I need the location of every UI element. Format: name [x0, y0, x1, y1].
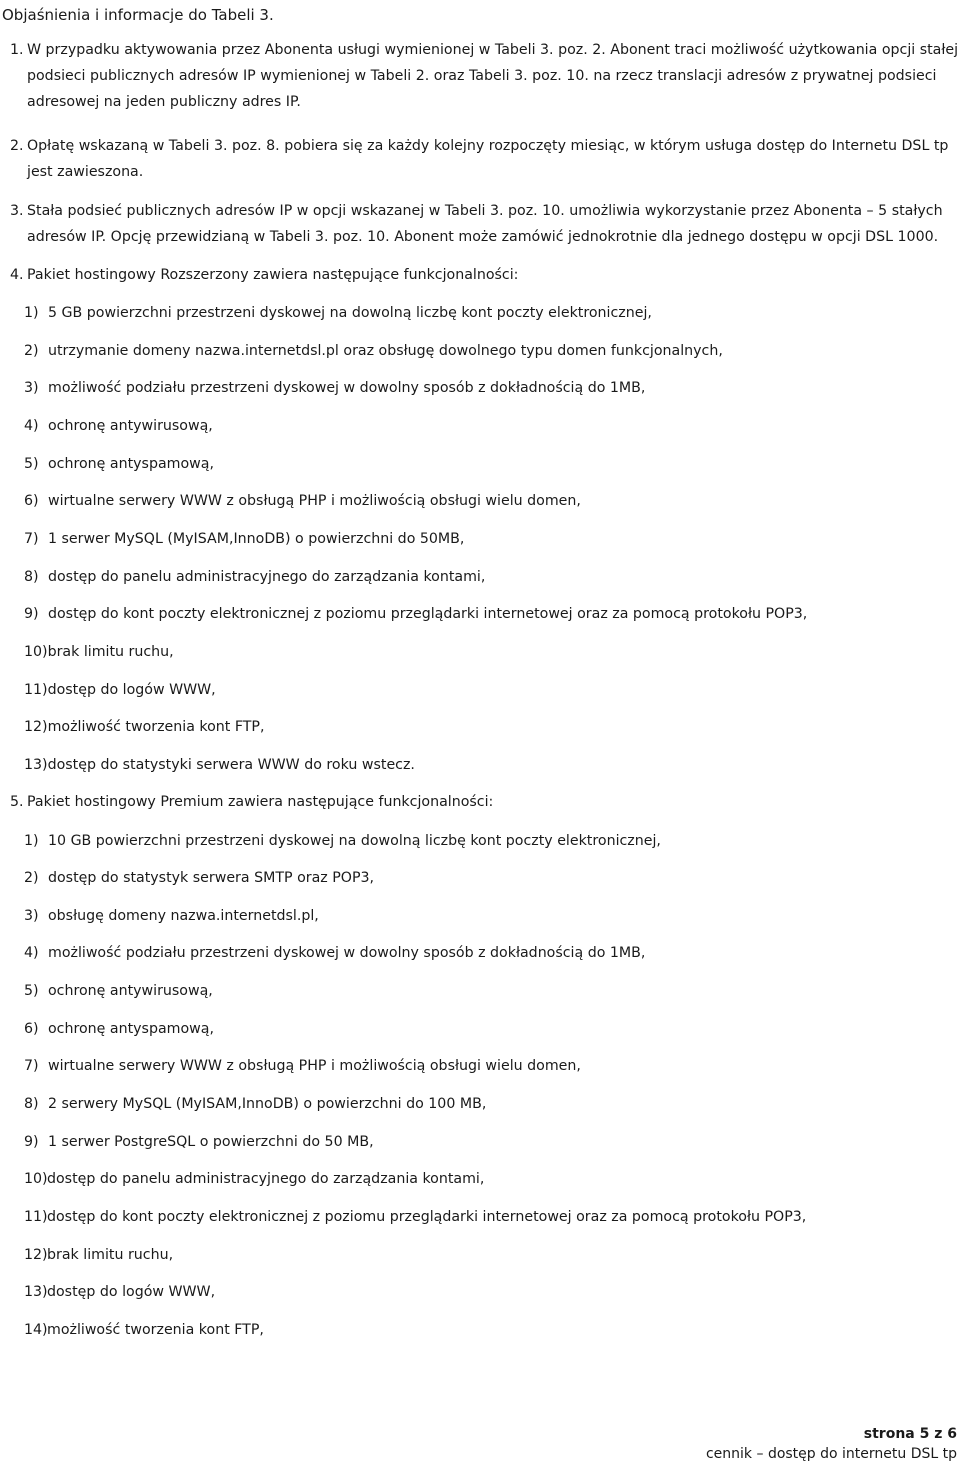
list-item-number: 2) — [24, 343, 39, 359]
list-item-text: 2 serwery MySQL (MyISAM,InnoDB) o powierzchni do 100 MB, — [48, 1096, 487, 1112]
list-item-number: 6) — [24, 493, 39, 509]
list-item-number: 11) — [24, 1209, 48, 1225]
list-item-number: 13) — [24, 1284, 48, 1300]
list-item-text: możliwość podziału przestrzeni dyskowej w dowolny sposób z dokładnością do 1MB, — [48, 380, 646, 396]
footer-doc-title — [706, 1444, 957, 1464]
note-2 — [0, 133, 960, 185]
list-item-text: dostęp do panelu administracyjnego do zarządzania kontami, — [47, 1171, 485, 1187]
list-item-text: wirtualne serwery WWW z obsługą PHP i możliwością obsługi wielu domen, — [48, 493, 581, 509]
list-item-number: 14) — [24, 1322, 48, 1338]
list-item-number: 5) — [24, 983, 39, 999]
list-item-text: 13)dostęp do statystyki serwera WWW do roku wstecz. — [24, 757, 415, 773]
list-item-text: dostęp do kont poczty elektronicznej z poziomu przeglądarki internetowej oraz za pomocą protokołu POP3, — [48, 606, 808, 622]
list-item-text: 1 serwer MySQL (MyISAM,InnoDB) o powierzchni do 50MB, — [48, 531, 465, 547]
note-text: Stała podsieć publicznych adresów IP w opcji wskazanej w Tabeli 3. poz. 10. umożliwia wykorzystanie przez Abonenta – 5 stałych adresów IP. Opcję przewidzianą w Tabeli 3. poz. 10. Abonent może zamówić jednokrotnie dla jednego dostępu w opcji DSL 1000. — [27, 203, 943, 245]
list-item-number: 3) — [24, 380, 39, 396]
list-item-text: dostęp do statystyk serwera SMTP oraz POP3, — [48, 870, 375, 886]
list-item-text: ochronę antywirusową, — [48, 418, 213, 434]
list-item-number: 4) — [24, 945, 39, 961]
note-text: Pakiet hostingowy Premium zawiera następujące funkcjonalności: — [27, 794, 494, 810]
page-number: strona 5 z 6 — [863, 1426, 957, 1442]
list-item-text: dostęp do kont poczty elektronicznej z poziomu przeglądarki internetowej oraz za pomocą protokołu POP3, — [47, 1209, 807, 1225]
list-item-number: 1) — [24, 305, 39, 321]
list-item-number: 8) — [24, 1096, 39, 1112]
list-item-number: 6) — [24, 1021, 39, 1037]
list-item-number: 2) — [24, 870, 39, 886]
list-item-text: utrzymanie domeny nazwa.internetdsl.pl oraz obsługę dowolnego typu domen funkcjonalnych, — [48, 343, 723, 359]
list-item-number: 5) — [24, 456, 39, 472]
list-item-number: 8) — [24, 569, 39, 585]
list-item-text: możliwość podziału przestrzeni dyskowej w dowolny sposób z dokładnością do 1MB, — [48, 945, 646, 961]
note-3 — [0, 198, 960, 250]
list-item-number: 9) — [24, 606, 39, 622]
list-item-text: ochronę antyspamową, — [48, 1021, 214, 1037]
list-item-text: ochronę antywirusową, — [48, 983, 213, 999]
note-text: W przypadku aktywowania przez Abonenta usługi wymienionej w Tabeli 3. poz. 2. Abonent traci możliwość użytkowania opcji stałej podsieci publicznych adresów IP wymienionej w Tabeli 2. oraz Tabeli 3. poz. 10. na rzecz translacji adresów z prywatnej podsieci adresowej na jeden publiczny adres IP. — [27, 42, 959, 110]
list-item-text: 5 GB powierzchni przestrzeni dyskowej na dowolną liczbę kont poczty elektronicznej, — [48, 305, 652, 321]
list-item-number: 1) — [24, 833, 39, 849]
note-5-heading — [0, 789, 960, 815]
note-number: 5. — [10, 794, 24, 810]
list-item-number: 9) — [24, 1134, 39, 1150]
note-number: 4. — [10, 267, 24, 283]
list-item-text: 1 serwer PostgreSQL o powierzchni do 50 MB, — [48, 1134, 374, 1150]
list-item-text: możliwość tworzenia kont FTP, — [47, 1322, 264, 1338]
list-item-text: 12)możliwość tworzenia kont FTP, — [24, 719, 265, 735]
list-item-number: 7) — [24, 1058, 39, 1074]
note-text: Opłatę wskazaną w Tabeli 3. poz. 8. pobiera się za każdy kolejny rozpoczęty miesiąc, w którym usługa dostęp do Internetu DSL tp jest zawieszona. — [27, 138, 949, 180]
list-item-text: 10 GB powierzchni przestrzeni dyskowej na dowolną liczbę kont poczty elektronicznej, — [48, 833, 661, 849]
note-number: 1. — [10, 42, 24, 58]
note-4-heading — [0, 262, 960, 288]
list-item-text: brak limitu ruchu, — [47, 1247, 174, 1263]
footer-page-number — [864, 1424, 957, 1444]
note-text: Pakiet hostingowy Rozszerzony zawiera następujące funkcjonalności: — [27, 267, 519, 283]
list-item-text: dostęp do logów WWW, — [47, 1284, 216, 1300]
list-item-text: 11)dostęp do logów WWW, — [24, 682, 216, 698]
document-name: cennik – dostęp do internetu DSL tp — [705, 1446, 957, 1462]
list-item-text: 10)brak limitu ruchu, — [24, 644, 174, 660]
list-item-number: 7) — [24, 531, 39, 547]
list-item-number: 4) — [24, 418, 39, 434]
note-1 — [0, 37, 960, 115]
list-item-text: dostęp do panelu administracyjnego do zarządzania kontami, — [48, 569, 486, 585]
list-item-text: obsługę domeny nazwa.internetdsl.pl, — [48, 908, 319, 924]
page-title: Objaśnienia i informacje do Tabeli 3. — [2, 6, 274, 24]
list-item-number: 10) — [24, 1171, 48, 1187]
list-item-number: 12) — [24, 1247, 48, 1263]
list-item-number: 3) — [24, 908, 39, 924]
list-item-text: wirtualne serwery WWW z obsługą PHP i możliwością obsługi wielu domen, — [48, 1058, 581, 1074]
list-item-text: ochronę antyspamową, — [48, 456, 214, 472]
note-number: 3. — [10, 203, 24, 219]
note-number: 2. — [10, 138, 24, 154]
